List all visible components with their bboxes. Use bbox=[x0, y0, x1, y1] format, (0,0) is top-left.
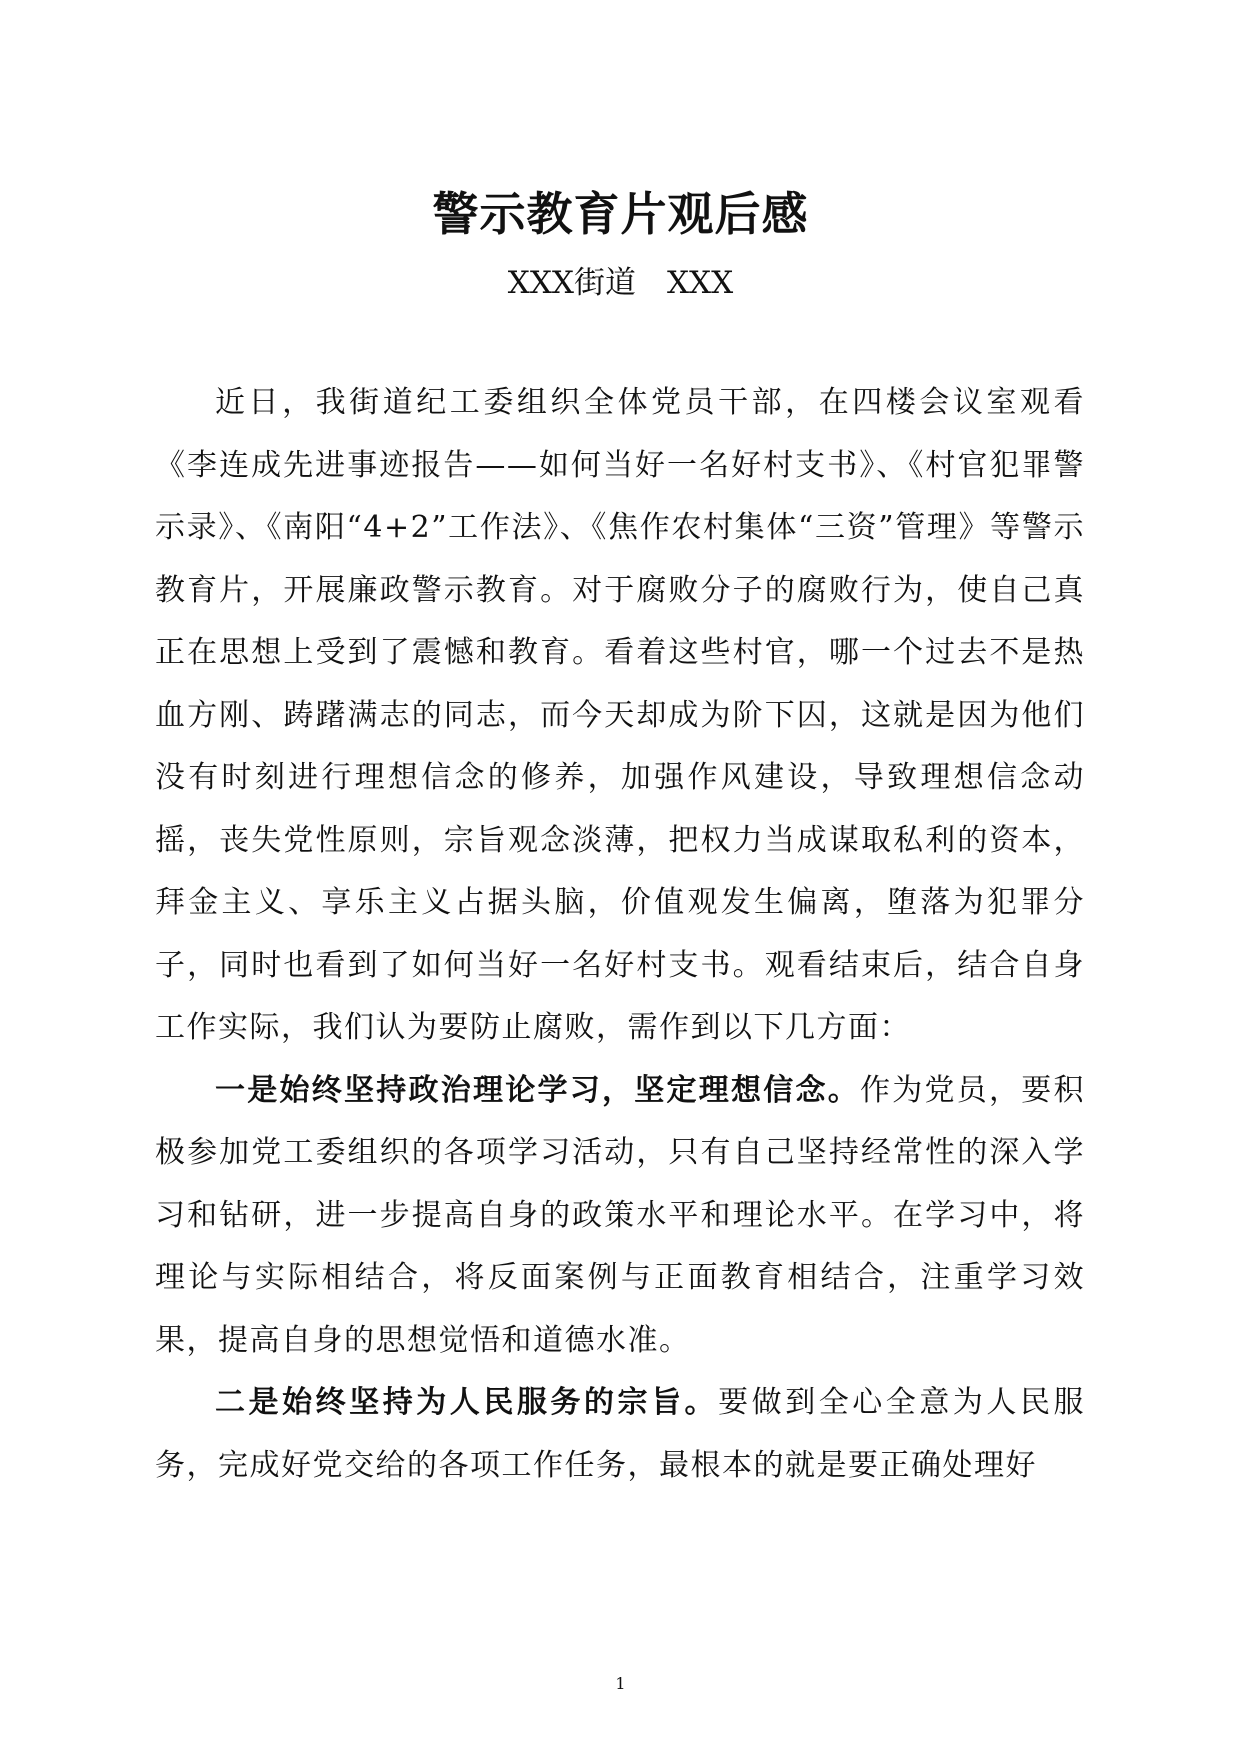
document-author: XXX街道 XXX bbox=[507, 265, 734, 301]
paragraph-lead: 二是始终坚持为人民服务的宗旨。 bbox=[215, 1385, 719, 1420]
page-number: 1 bbox=[615, 1674, 626, 1693]
paragraph-point-two bbox=[155, 1372, 1085, 1497]
paragraph-text: 近日，我街道纪工委组织全体党员干部，在四楼会议室观看《李连成先进事迹报告——如何当好一名好村支书》、《村官犯罪警示录》、《南阳“4+2”工作法》、《焦作农村集体“三资”管理》等警示教育片，开展廉政警示教育。对于腐败分子的腐败行为，使自己真正在思想上受到了震憾和教育。看着这些村官，哪一个过去不是热血方刚、踌躇满志的同志，而今天却成为阶下囚，这就是因为他们没有时刻进行理想信念的修养，加强作风建设，导致理想信念动摇，丧失党性原则，宗旨观念淡薄，把权力当成谋取私利的资本，拜金主义、享乐主义占据头脑，价值观发生偏离，堕落为犯罪分子，同时也看到了如何当好一名好村支书。观看结束后，结合自身工作实际，我们认为要防止腐败，需作到以下几方面： bbox=[155, 385, 1085, 1045]
paragraph-lead: 一是始终坚持政治理论学习，坚定理想信念。 bbox=[215, 1072, 860, 1108]
paragraph-point-one bbox=[155, 1060, 1085, 1373]
paragraph-text: 作为党员，要积极参加党工委组织的各项学习活动，只有自己坚持经常性的深入学习和钻研，进一步提高自身的政策水平和理论水平。在学习中，将理论与实际相结合，将反面案例与正面教育相结合，注重学习效果，提高自身的思想觉悟和道德水准。 bbox=[155, 1072, 1085, 1358]
paragraph-text: 要做到全心全意为人民服务，完成好党交给的各项工作任务，最根本的就是要正确处理好 bbox=[155, 1385, 1086, 1483]
document-title: 警示教育片观后感 bbox=[432, 187, 809, 241]
paragraph-intro bbox=[155, 372, 1085, 1060]
document-body bbox=[155, 372, 1085, 1497]
